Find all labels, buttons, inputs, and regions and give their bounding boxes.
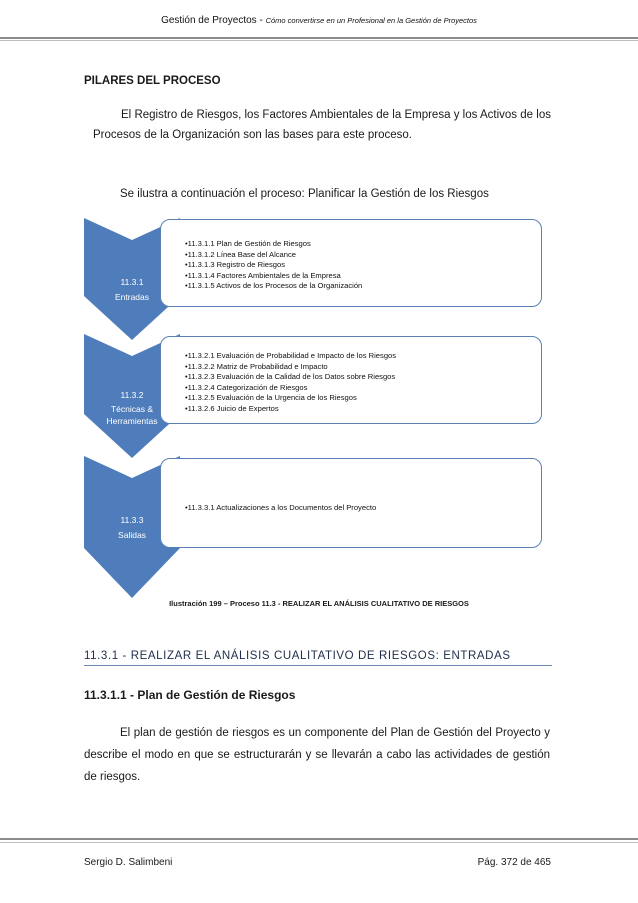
page-header xyxy=(0,15,638,26)
footer-rule-thin xyxy=(0,842,638,843)
illustration-intro: Se ilustra a continuación el proceso: Planificar la Gestión de los Riesgos xyxy=(120,188,489,200)
stage-box-salidas xyxy=(160,458,542,548)
chevron-label-entradas xyxy=(84,276,180,303)
stage-box-entradas xyxy=(160,219,542,307)
stage-name: Entradas xyxy=(114,292,150,302)
section-heading: PILARES DEL PROCESO xyxy=(84,75,221,87)
list-item: •11.3.1.1 Plan de Gestión de Riesgos xyxy=(185,239,311,248)
list-item: •11.3.1.5 Activos de los Procesos de la Organización xyxy=(185,281,363,291)
list-item: •11.3.2.2 Matriz de Probabilidad e Impacto xyxy=(185,361,328,371)
intro-paragraph: El Registro de Riesgos, los Factores Ambientales de la Empresa y los Activos de los Procesos de la Organización son las bases para este proceso. xyxy=(93,109,551,141)
header-rule-thin xyxy=(0,40,638,41)
list-item: •11.3.1.4 Factores Ambientales de la Empresa xyxy=(185,270,341,280)
header-subtitle: Cómo convertirse en un Profesional en la Gestión de Proyectos xyxy=(265,16,477,25)
list-item: •11.3.2.4 Categorización de Riesgos xyxy=(185,382,308,392)
stage-number: 11.3.3 xyxy=(120,515,144,525)
stage-box-tecnicas xyxy=(160,336,542,424)
list-item: •11.3.2.5 Evaluación de la Urgencia de los Riesgos xyxy=(185,393,357,403)
body-paragraph: El plan de gestión de riesgos es un componente del Plan de Gestión del Proyecto y describe el modo en que se estructurarán y se llevarán a cabo las actividades de gestión de riesgos. xyxy=(84,727,550,783)
list-item: •11.3.3.1 Actualizaciones a los Documentos del Proyecto xyxy=(185,503,377,512)
stage-number: 11.3.2 xyxy=(120,390,144,400)
section2-heading: 11.3.1 - REALIZAR EL ANÁLISIS CUALITATIVO DE RIESGOS: ENTRADAS xyxy=(84,650,511,662)
footer-page-number: Pág. 372 de 465 xyxy=(477,857,551,868)
list-item: •11.3.2.6 Juicio de Expertos xyxy=(185,403,279,413)
header-title: Gestión de Proyectos - xyxy=(161,15,263,26)
stage-items-tecnicas xyxy=(185,351,396,415)
stage-name: Salidas xyxy=(118,530,146,540)
list-item: •11.3.1.2 Línea Base del Alcance xyxy=(185,249,297,259)
figure-caption: Ilustración 199 – Proceso 11.3 - REALIZAR EL ANÁLISIS CUALITATIVO DE RIESGOS xyxy=(169,599,469,608)
subsection-heading: 11.3.1.1 - Plan de Gestión de Riesgos xyxy=(84,688,296,702)
list-item: •11.3.2.1 Evaluación de Probabilidad e Impacto de los Riesgos xyxy=(185,351,397,360)
chevron-label-tecnicas xyxy=(84,389,180,427)
stage-name: Técnicas & Herramientas xyxy=(106,404,158,426)
list-item: •11.3.2.3 Evaluación de la Calidad de los Datos sobre Riesgos xyxy=(185,372,396,382)
footer-author: Sergio D. Salimbeni xyxy=(84,857,173,868)
stage-items-salidas xyxy=(185,503,376,514)
section2-rule xyxy=(84,665,552,666)
list-item: •11.3.1.3 Registro de Riesgos xyxy=(185,260,286,270)
chevron-label-salidas xyxy=(84,514,180,541)
header-rule xyxy=(0,37,638,39)
stage-items-entradas xyxy=(185,239,362,292)
stage-number: 11.3.1 xyxy=(120,277,144,287)
footer-rule xyxy=(0,838,638,840)
